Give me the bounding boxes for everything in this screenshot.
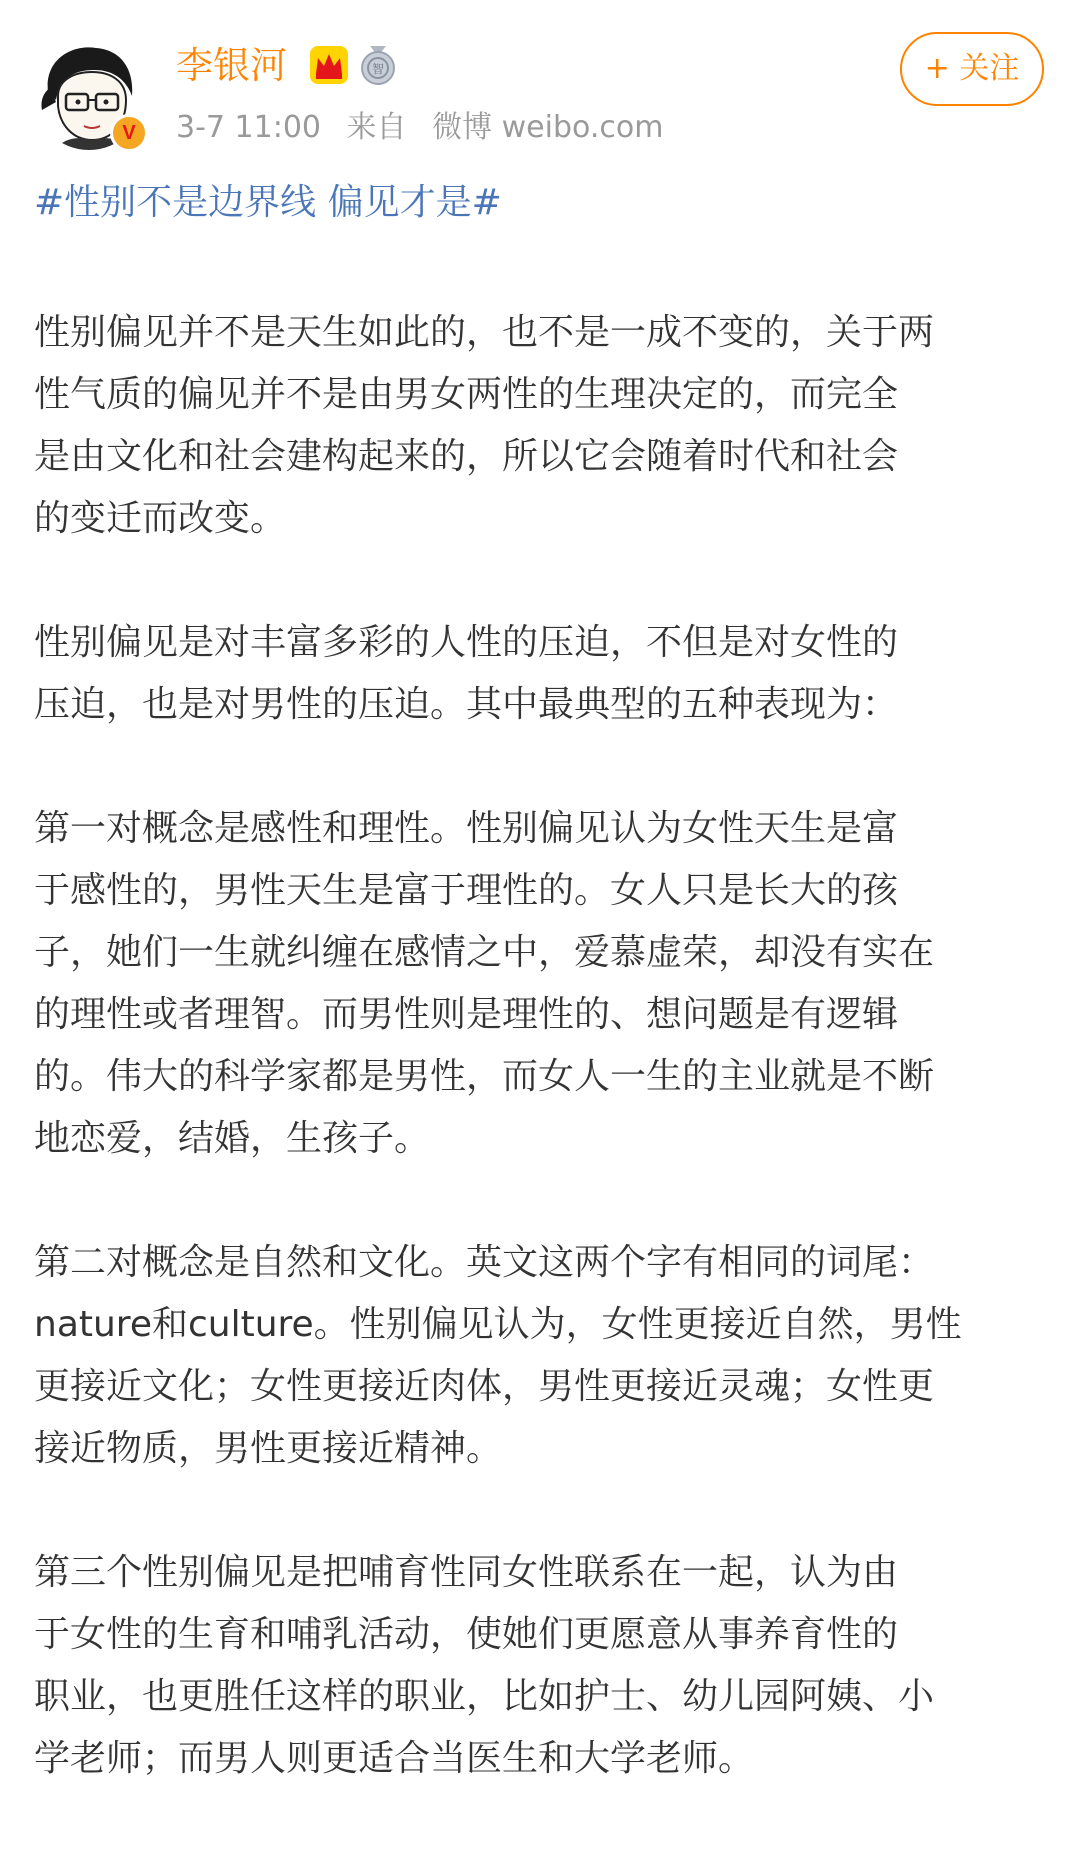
post-paragraph: 第三个性别偏见是把哺育性同女性联系在一起，认为由 于女性的生育和哺乳活动，使她们更愿意从事养育性的 职业，也更胜任这样的职业，比如护士、幼儿园阿姨、小 学老师；而男人则更适合当医生和大学老师。 (34, 1552, 935, 1779)
verified-v-icon: V (110, 114, 148, 152)
post-paragraph: 性别偏见并不是天生如此的，也不是一成不变的，关于两 性气质的偏见并不是由男女两性的生理决定的，而完全 是由文化和社会建构起来的，所以它会随着时代和社会 的变迁而改变。 (34, 312, 935, 539)
hashtag-link[interactable]: #性别不是边界线 偏见才是# (34, 182, 502, 223)
post-meta (176, 108, 679, 148)
svg-text:智: 智 (371, 62, 385, 76)
post-timestamp: 3-7 11:00 (176, 110, 321, 145)
medal-icon (358, 44, 398, 86)
author-name[interactable]: 李银河 (176, 44, 287, 87)
post-header (0, 0, 1080, 160)
post-body (34, 302, 1046, 1852)
post-paragraph: 第二对概念是自然和文化。英文这两个字有相同的词尾： nature和culture。性别偏见认为，女性更接近自然，男性 更接近文化；女性更接近肉体，男性更接近灵魂；女性更 接近物质，男性更接近精神。 (34, 1242, 962, 1469)
post-paragraph: 性别偏见是对丰富多彩的人性的压迫，不但是对女性的 压迫，也是对男性的压迫。其中最典型的五种表现为： (34, 622, 899, 725)
post-paragraph: 第一对概念是感性和理性。性别偏见认为女性天生是富 于感性的，男性天生是富于理性的。女人只是长大的孩 子，她们一生就纠缠在感情之中，爱慕虚荣，却没有实在 的理性或者理智。而男性则是理性的、想问题是有逻辑 的。伟大的科学家都是男性，而女人一生的主业就是不断 地恋爱，结婚，生孩子。 (34, 808, 935, 1159)
post-source: 微博 weibo.com (432, 110, 664, 145)
post-source-label: 来自 (346, 110, 407, 145)
follow-button[interactable]: + 关注 (900, 32, 1044, 106)
crown-icon (308, 44, 350, 86)
